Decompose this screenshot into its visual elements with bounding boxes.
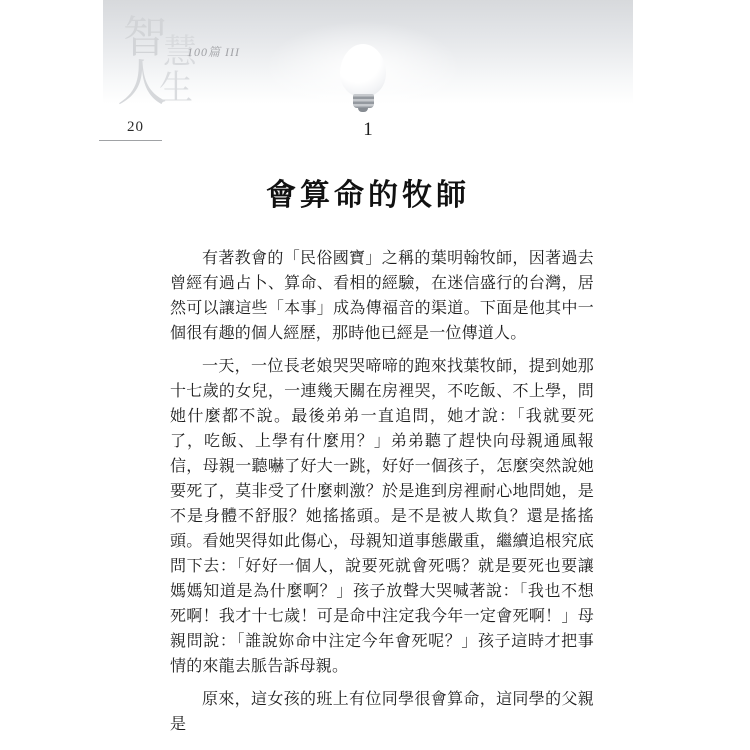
brand-char-hui: 慧 (163, 34, 197, 71)
chapter-title: 會算命的牧師 (266, 179, 470, 213)
lightbulb-tip (358, 108, 368, 112)
lightbulb-glass (340, 44, 386, 97)
brand-char-ren: 人 (117, 55, 167, 111)
paragraph-2: 一天，一位長老娘哭哭啼啼的跑來找葉牧師，提到她那十七歲的女兒，一連幾天關在房裡哭，不吃飯、不上學，問她什麼都不說。最後弟弟一直追問，她才說：「我就要死了，吃飯、上學有什麼用？」弟弟聽了趕快向母親通風報信，母親一聽嚇了好大一跳，好好一個孩子，怎麼突然說她要死了，莫非受了什麼刺激？於是進到房裡耐心地問她，是不是身體不舒服？她搖搖頭。是不是被人欺負？還是搖搖頭。看她哭得如此傷心，母親知道事態嚴重，繼續追根究底問下去：「好好一個人，說要死就會死嗎？就是要死也要讓媽媽知道是為什麼啊？」孩子放聲大哭喊著說：「我也不想死啊！我才十七歲！可是命中注定我今年一定會死啊！」母親問說：「誰說妳命中注定今年會死呢？」孩子這時才把事情的來龍去脈告訴母親。 (170, 358, 594, 675)
lightbulb-icon (340, 44, 386, 112)
lightbulb-screw-base (353, 94, 374, 108)
paragraph-3: 原來，這女孩的班上有位同學很會算命，這同學的父親是 (170, 691, 594, 733)
brand-char-sheng: 生 (159, 70, 193, 107)
page-number: 20 (127, 119, 144, 135)
chapter-number: 1 (363, 119, 373, 140)
brand-char-zhi: 智 (123, 13, 167, 62)
body-text (170, 246, 594, 745)
brand-logo (103, 0, 343, 120)
brand-series-label: 100篇 III (187, 45, 240, 59)
paragraph-1: 有著教會的「民俗國寶」之稱的葉明翰牧師，因著過去曾經有過占卜、算命、看相的經驗，在迷信盛行的台灣，居然可以讓這些「本事」成為傳福音的渠道。下面是他其中一個很有趣的個人經歷，那時他已經是一位傳道人。 (170, 250, 594, 342)
